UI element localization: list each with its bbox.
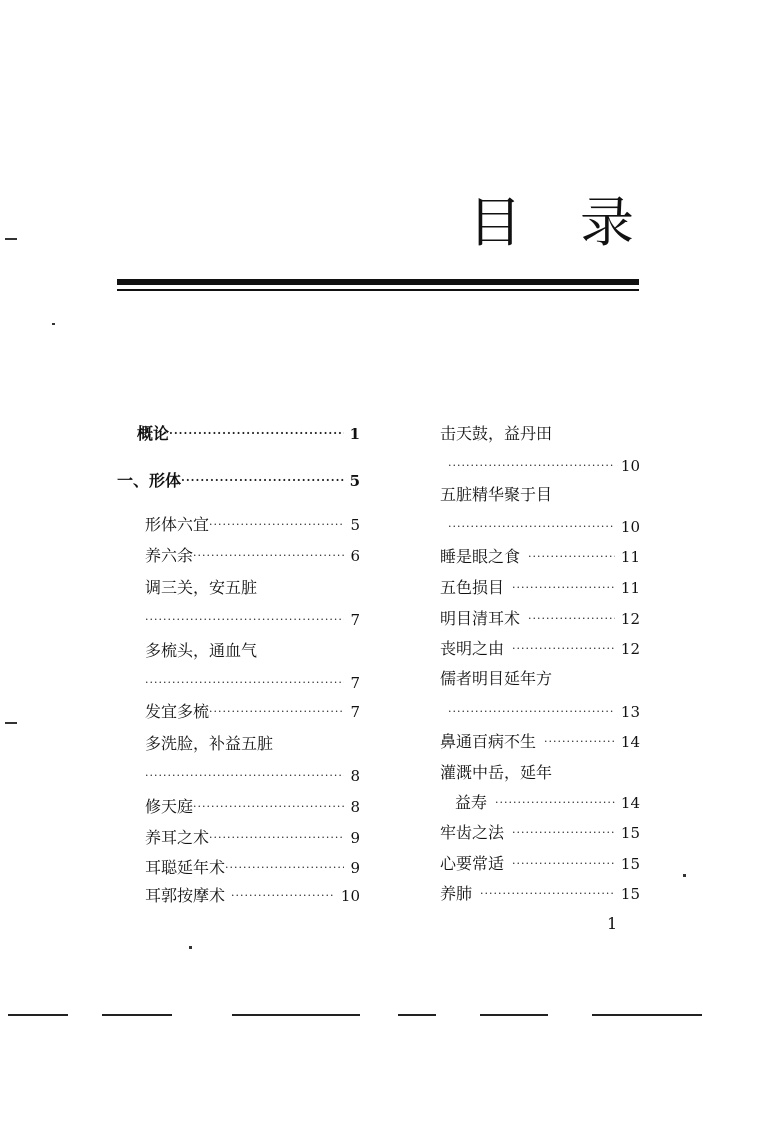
entry-title: 发宜多梳 xyxy=(145,702,210,721)
toc-entry-line2[interactable] xyxy=(145,672,360,694)
toc-entry-line2[interactable] xyxy=(145,765,360,787)
toc-entry-line1[interactable] xyxy=(440,762,640,784)
scan-line xyxy=(480,1014,548,1016)
entry-title: 儒者明目延年方 xyxy=(440,669,553,688)
toc-entry[interactable] xyxy=(145,827,360,849)
entry-page: 8 xyxy=(350,798,360,816)
scan-mark xyxy=(5,722,17,724)
entry-title: 丧明之由 xyxy=(440,639,505,658)
entry-page: 8 xyxy=(350,767,360,785)
entry-page: 9 xyxy=(350,859,360,877)
entry-title: 养耳之术 xyxy=(145,828,210,847)
leader-dots xyxy=(504,577,615,599)
entry-title: 多梳头，通血气 xyxy=(145,641,258,660)
scan-line xyxy=(232,1014,360,1016)
entry-title: 概论 xyxy=(137,424,170,443)
entry-page: 15 xyxy=(620,855,640,873)
toc-entry-line1[interactable] xyxy=(145,640,360,662)
leader-dots xyxy=(448,516,615,538)
entry-page: 11 xyxy=(620,579,640,597)
entry-page: 14 xyxy=(620,794,640,812)
toc-entry-line1[interactable] xyxy=(440,668,640,690)
title-rule-thin xyxy=(117,289,639,291)
leader-dots xyxy=(520,546,615,568)
toc-entry[interactable] xyxy=(440,883,640,905)
entry-title: 击天鼓，益丹田 xyxy=(440,424,553,443)
entry-page: 15 xyxy=(620,824,640,842)
entry-page: 6 xyxy=(350,547,360,565)
toc-entry[interactable] xyxy=(440,853,640,875)
toc-entry[interactable] xyxy=(440,546,640,568)
scan-mark xyxy=(52,323,55,325)
toc-entry[interactable] xyxy=(145,545,360,567)
page-number: 1 xyxy=(607,914,618,933)
leader-dots xyxy=(145,609,344,631)
entry-title: 灌溉中岳，延年 xyxy=(440,763,553,782)
title-rule-thick xyxy=(117,279,639,285)
scan-line xyxy=(102,1014,172,1016)
entry-page: 12 xyxy=(620,610,640,628)
toc-entry-line1[interactable] xyxy=(440,423,640,445)
toc-entry-line2[interactable] xyxy=(448,455,640,477)
leader-dots xyxy=(520,608,615,630)
toc-entry-line2[interactable] xyxy=(145,609,360,631)
leader-dots xyxy=(487,792,615,814)
leader-dots xyxy=(209,701,344,723)
toc-entry[interactable] xyxy=(440,577,640,599)
entry-title: 鼻通百病不生 xyxy=(440,732,537,751)
entry-page: 10 xyxy=(620,518,640,536)
entry-page: 1 xyxy=(349,425,360,443)
entry-title: 多洗脸，补益五脏 xyxy=(145,734,274,753)
entry-title: 修天庭 xyxy=(145,797,194,816)
leader-dots xyxy=(536,731,615,753)
entry-page: 10 xyxy=(620,457,640,475)
entry-page: 15 xyxy=(620,885,640,903)
entry-title: 养六余 xyxy=(145,546,194,565)
entry-page: 11 xyxy=(620,548,640,566)
entry-title-cont: 益寿 xyxy=(455,793,488,812)
leader-dots xyxy=(209,514,344,536)
leader-dots xyxy=(504,638,615,660)
scan-mark xyxy=(5,238,17,240)
toc-entry-line1[interactable] xyxy=(145,577,360,599)
title-char-2: 录 xyxy=(580,191,634,254)
toc-entry[interactable] xyxy=(145,701,360,723)
toc-entry[interactable] xyxy=(137,423,360,445)
scan-line xyxy=(592,1014,702,1016)
leader-dots xyxy=(145,672,344,694)
toc-entry-line2[interactable] xyxy=(455,792,640,814)
toc-entry[interactable] xyxy=(440,822,640,844)
entry-title: 睡是眼之食 xyxy=(440,547,521,566)
leader-dots xyxy=(504,822,615,844)
toc-entry-line2[interactable] xyxy=(448,516,640,538)
leader-dots xyxy=(448,455,615,477)
leader-dots xyxy=(504,853,615,875)
entry-page: 14 xyxy=(620,733,640,751)
entry-page: 13 xyxy=(620,703,640,721)
toc-entry[interactable] xyxy=(440,638,640,660)
entry-title: 牢齿之法 xyxy=(440,823,505,842)
leader-dots xyxy=(225,857,344,879)
entry-title: 形体六宜 xyxy=(145,515,210,534)
toc-entry[interactable] xyxy=(440,731,640,753)
entry-page: 9 xyxy=(350,829,360,847)
entry-title: 养肺 xyxy=(440,884,473,903)
scan-line xyxy=(398,1014,436,1016)
toc-entry-line1[interactable] xyxy=(440,484,640,506)
toc-entry[interactable] xyxy=(145,796,360,818)
scan-mark xyxy=(189,946,192,949)
entry-title: 耳郭按摩术 xyxy=(145,886,226,905)
entry-title: 一、形体 xyxy=(117,471,182,490)
leader-dots xyxy=(225,885,335,907)
leader-dots xyxy=(193,545,344,567)
toc-entry[interactable] xyxy=(145,514,360,536)
toc-entry[interactable] xyxy=(440,608,640,630)
toc-entry[interactable] xyxy=(145,885,360,907)
toc-entry-line1[interactable] xyxy=(145,733,360,755)
scan-mark xyxy=(683,874,686,877)
entry-title: 调三关，安五脏 xyxy=(145,578,258,597)
entry-page: 7 xyxy=(350,703,360,721)
toc-entry[interactable] xyxy=(145,857,360,879)
entry-page: 5 xyxy=(350,516,360,534)
leader-dots xyxy=(145,765,344,787)
entry-title: 五色损目 xyxy=(440,578,505,597)
leader-dots xyxy=(181,470,344,492)
entry-page: 10 xyxy=(340,887,360,905)
scan-line xyxy=(8,1014,68,1016)
entry-title: 心要常适 xyxy=(440,854,505,873)
entry-page: 7 xyxy=(350,611,360,629)
entry-title: 耳聪延年术 xyxy=(145,858,226,877)
leader-dots xyxy=(472,883,615,905)
leader-dots xyxy=(209,827,344,849)
toc-entry-line2[interactable] xyxy=(448,701,640,723)
toc-entry[interactable] xyxy=(117,470,360,492)
leader-dots xyxy=(448,701,615,723)
entry-page: 5 xyxy=(349,472,360,490)
entry-page: 12 xyxy=(620,640,640,658)
entry-page: 7 xyxy=(350,674,360,692)
leader-dots xyxy=(169,423,344,445)
leader-dots xyxy=(193,796,344,818)
entry-title: 五脏精华聚于目 xyxy=(440,485,553,504)
title-char-1: 目 xyxy=(468,191,522,254)
entry-title: 明目清耳术 xyxy=(440,609,521,628)
